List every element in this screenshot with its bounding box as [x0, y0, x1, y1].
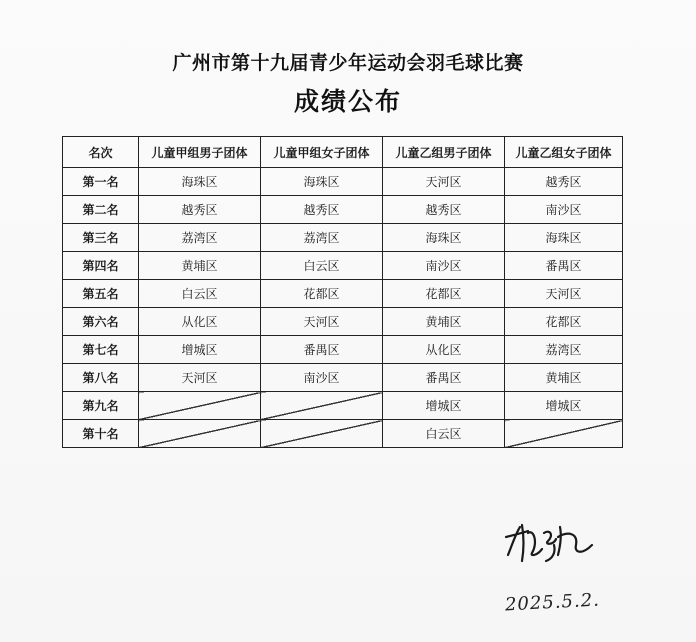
table-cell: 荔湾区	[261, 224, 383, 252]
table-cell: 花都区	[383, 280, 505, 308]
table-cell: 增城区	[139, 336, 261, 364]
header-a-girls: 儿童甲组女子团体	[261, 137, 383, 168]
table-row	[63, 224, 623, 252]
results-table	[62, 136, 623, 448]
header-rank: 名次	[63, 137, 139, 168]
table-cell: 白云区	[139, 280, 261, 308]
empty-crossed-cell	[505, 420, 623, 448]
header-b-boys: 儿童乙组男子团体	[383, 137, 505, 168]
table-cell: 白云区	[383, 420, 505, 448]
header-b-girls: 儿童乙组女子团体	[505, 137, 623, 168]
table-cell: 海珠区	[261, 168, 383, 196]
table-cell: 天河区	[261, 308, 383, 336]
table-cell: 南沙区	[505, 196, 623, 224]
table-cell: 番禺区	[505, 252, 623, 280]
rank-cell: 第五名	[63, 280, 139, 308]
rank-cell: 第九名	[63, 392, 139, 420]
table-cell: 越秀区	[261, 196, 383, 224]
rank-cell: 第二名	[63, 196, 139, 224]
rank-cell: 第三名	[63, 224, 139, 252]
table-cell: 增城区	[383, 392, 505, 420]
empty-crossed-cell	[261, 420, 383, 448]
rank-cell: 第八名	[63, 364, 139, 392]
table-header-row	[63, 137, 623, 168]
table-row	[63, 336, 623, 364]
rank-cell: 第六名	[63, 308, 139, 336]
header-a-boys: 儿童甲组男子团体	[139, 137, 261, 168]
rank-cell: 第十名	[63, 420, 139, 448]
rank-cell: 第七名	[63, 336, 139, 364]
table-cell: 海珠区	[139, 168, 261, 196]
table-row	[63, 420, 623, 448]
document-title: 广州市第十九届青少年运动会羽毛球比赛	[172, 52, 524, 74]
rank-cell: 第四名	[63, 252, 139, 280]
table-cell: 荔湾区	[505, 336, 623, 364]
table-cell: 从化区	[139, 308, 261, 336]
table-cell: 花都区	[505, 308, 623, 336]
table-cell: 海珠区	[383, 224, 505, 252]
table-row	[63, 280, 623, 308]
table-row	[63, 392, 623, 420]
table-cell: 黄埔区	[505, 364, 623, 392]
table-cell: 番禺区	[383, 364, 505, 392]
rank-cell: 第一名	[63, 168, 139, 196]
table-cell: 天河区	[383, 168, 505, 196]
table-row	[63, 308, 623, 336]
table-cell: 增城区	[505, 392, 623, 420]
table-cell: 白云区	[261, 252, 383, 280]
table-cell: 荔湾区	[139, 224, 261, 252]
table-cell: 海珠区	[505, 224, 623, 252]
table-cell: 花都区	[261, 280, 383, 308]
empty-crossed-cell	[139, 392, 261, 420]
table-cell: 南沙区	[261, 364, 383, 392]
table-cell: 黄埔区	[383, 308, 505, 336]
table-cell: 越秀区	[383, 196, 505, 224]
table-row	[63, 364, 623, 392]
empty-crossed-cell	[261, 392, 383, 420]
table-cell: 番禺区	[261, 336, 383, 364]
table-cell: 越秀区	[505, 168, 623, 196]
table-cell: 天河区	[505, 280, 623, 308]
table-cell: 越秀区	[139, 196, 261, 224]
table-cell: 南沙区	[383, 252, 505, 280]
handwritten-signature	[498, 515, 598, 567]
table-cell: 从化区	[383, 336, 505, 364]
table-cell: 黄埔区	[139, 252, 261, 280]
table-row	[63, 196, 623, 224]
table-cell: 天河区	[139, 364, 261, 392]
table-row	[63, 168, 623, 196]
document-subtitle: 成绩公布	[293, 87, 402, 116]
empty-crossed-cell	[139, 420, 261, 448]
table-row	[63, 252, 623, 280]
handwritten-date: 2025.5.2.	[504, 589, 601, 616]
